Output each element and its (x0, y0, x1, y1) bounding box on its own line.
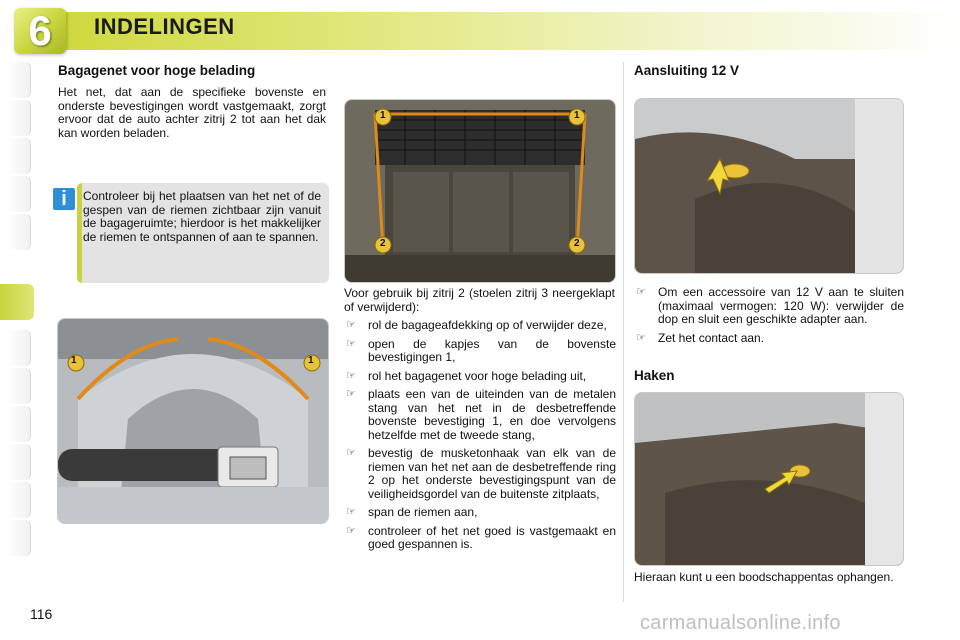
chapter-tab[interactable] (6, 214, 31, 250)
section-heading-12v: Aansluiting 12 V (634, 63, 740, 78)
marker-label-1: 1 (574, 110, 580, 121)
section-heading-hooks: Haken (634, 368, 675, 383)
chapter-tab[interactable] (6, 482, 31, 518)
info-box-strip (77, 183, 82, 283)
socket-illustration (635, 99, 903, 273)
pointing-hand-icon: ☞ (636, 286, 646, 298)
info-icon: i (53, 188, 75, 210)
column-divider (623, 62, 624, 602)
chapter-tab[interactable] (6, 176, 31, 212)
list-item-text: rol het bagagenet voor hoge belading uit, (368, 368, 587, 383)
marker-label-2: 2 (380, 238, 386, 249)
list-item-text: rol de bagageafdekking op of verwijder deze, (368, 318, 607, 332)
info-text: Controleer bij het plaatsen van het net of de gespen van de riemen zichtbaar zijn vanuit de bagageruimte; hierdoor is het makkelijker de riemen te ontspannen of aan te spannen. (83, 189, 321, 244)
chapter-tabs (0, 62, 34, 582)
chapter-tab[interactable] (6, 100, 31, 136)
list-item-text: bevestig de musketonhaak van elk van de riemen van het net aan de desbetreffende ring 2 op het onderste bevestigingspunt van de veiligheidsgordel van de buitenste zitplaats, (368, 446, 616, 501)
chapter-number: 6 (28, 7, 52, 54)
marker-label-2: 2 (574, 238, 580, 249)
photo-cargo-net (344, 99, 616, 283)
pointing-hand-icon: ☞ (346, 506, 356, 518)
list-item (344, 506, 616, 520)
watermark: carmanualsonline.info (640, 612, 841, 634)
photo-12v-socket (634, 98, 904, 274)
chapter-tab[interactable] (6, 520, 31, 556)
list-item (344, 338, 616, 365)
chapter-tab[interactable] (6, 368, 31, 404)
net-intro-text: Het net, dat aan de specifieke bovenste en onderste bevestigingen wordt vastgemaakt, zorgt ervoor dat de auto achter zitrij 2 tot aan het dak kan worden beladen. (58, 85, 326, 140)
socket-instruction-list (634, 286, 904, 350)
car-interior-illustration (58, 319, 328, 523)
pointing-hand-icon: ☞ (346, 447, 356, 459)
marker-label-1: 1 (308, 355, 314, 366)
list-item-text: Om een accessoire van 12 V aan te sluiten (maximaal vermogen: 120 W): verwijder de dop en sluit een geschikte adapter aan. (658, 285, 904, 326)
pointing-hand-icon: ☞ (636, 331, 646, 344)
pointing-hand-icon: ☞ (346, 369, 356, 382)
pointing-hand-icon: ☞ (346, 319, 356, 331)
cargo-area-illustration (345, 100, 615, 282)
photo-upper-mounts (57, 318, 329, 524)
instruction-list (344, 319, 616, 557)
page-title: INDELINGEN (94, 14, 235, 39)
pointing-hand-icon: ☞ (346, 524, 356, 537)
chapter-badge (14, 8, 66, 54)
list-item (634, 286, 904, 327)
chapter-tab[interactable] (6, 330, 31, 366)
hooks-illustration (635, 393, 903, 565)
list-item (344, 319, 616, 333)
list-item-text: plaats een van de uiteinden van de metalen stang van het net in de desbetreffende bovenste bevestiging 1, en doe vervolgens hetzelfde met de tweede stang, (368, 387, 616, 442)
list-item (344, 525, 616, 552)
list-item (344, 370, 616, 384)
chapter-tab[interactable] (6, 406, 31, 442)
section-heading-net: Bagagenet voor hoge belading (58, 63, 256, 78)
photo-hooks (634, 392, 904, 566)
pointing-hand-icon: ☞ (346, 337, 356, 350)
list-item-text: Zet het contact aan. (658, 330, 765, 345)
list-item (634, 332, 904, 346)
chapter-tab[interactable] (6, 62, 31, 98)
usage-intro-text: Voor gebruik bij zitrij 2 (stoelen zitrij 3 neergeklapt of verwijderd): (344, 286, 615, 314)
page-number: 116 (30, 606, 53, 622)
list-item (344, 388, 616, 442)
list-item-text: span de riemen aan, (368, 505, 478, 519)
hooks-text: Hieraan kunt u een boodschappentas ophangen. (634, 570, 894, 584)
marker-label-1: 1 (380, 110, 386, 121)
pointing-hand-icon: ☞ (346, 388, 356, 400)
list-item (344, 447, 616, 501)
marker-label-1: 1 (71, 355, 77, 366)
chapter-tab[interactable] (6, 444, 31, 480)
list-item-text: controleer of het net goed is vastgemaakt en goed gespannen is. (368, 523, 616, 551)
list-item-text: open de kapjes van de bovenste bevestigingen 1, (368, 336, 616, 364)
chapter-tab[interactable] (6, 138, 31, 174)
chapter-tab-active[interactable] (0, 284, 34, 320)
